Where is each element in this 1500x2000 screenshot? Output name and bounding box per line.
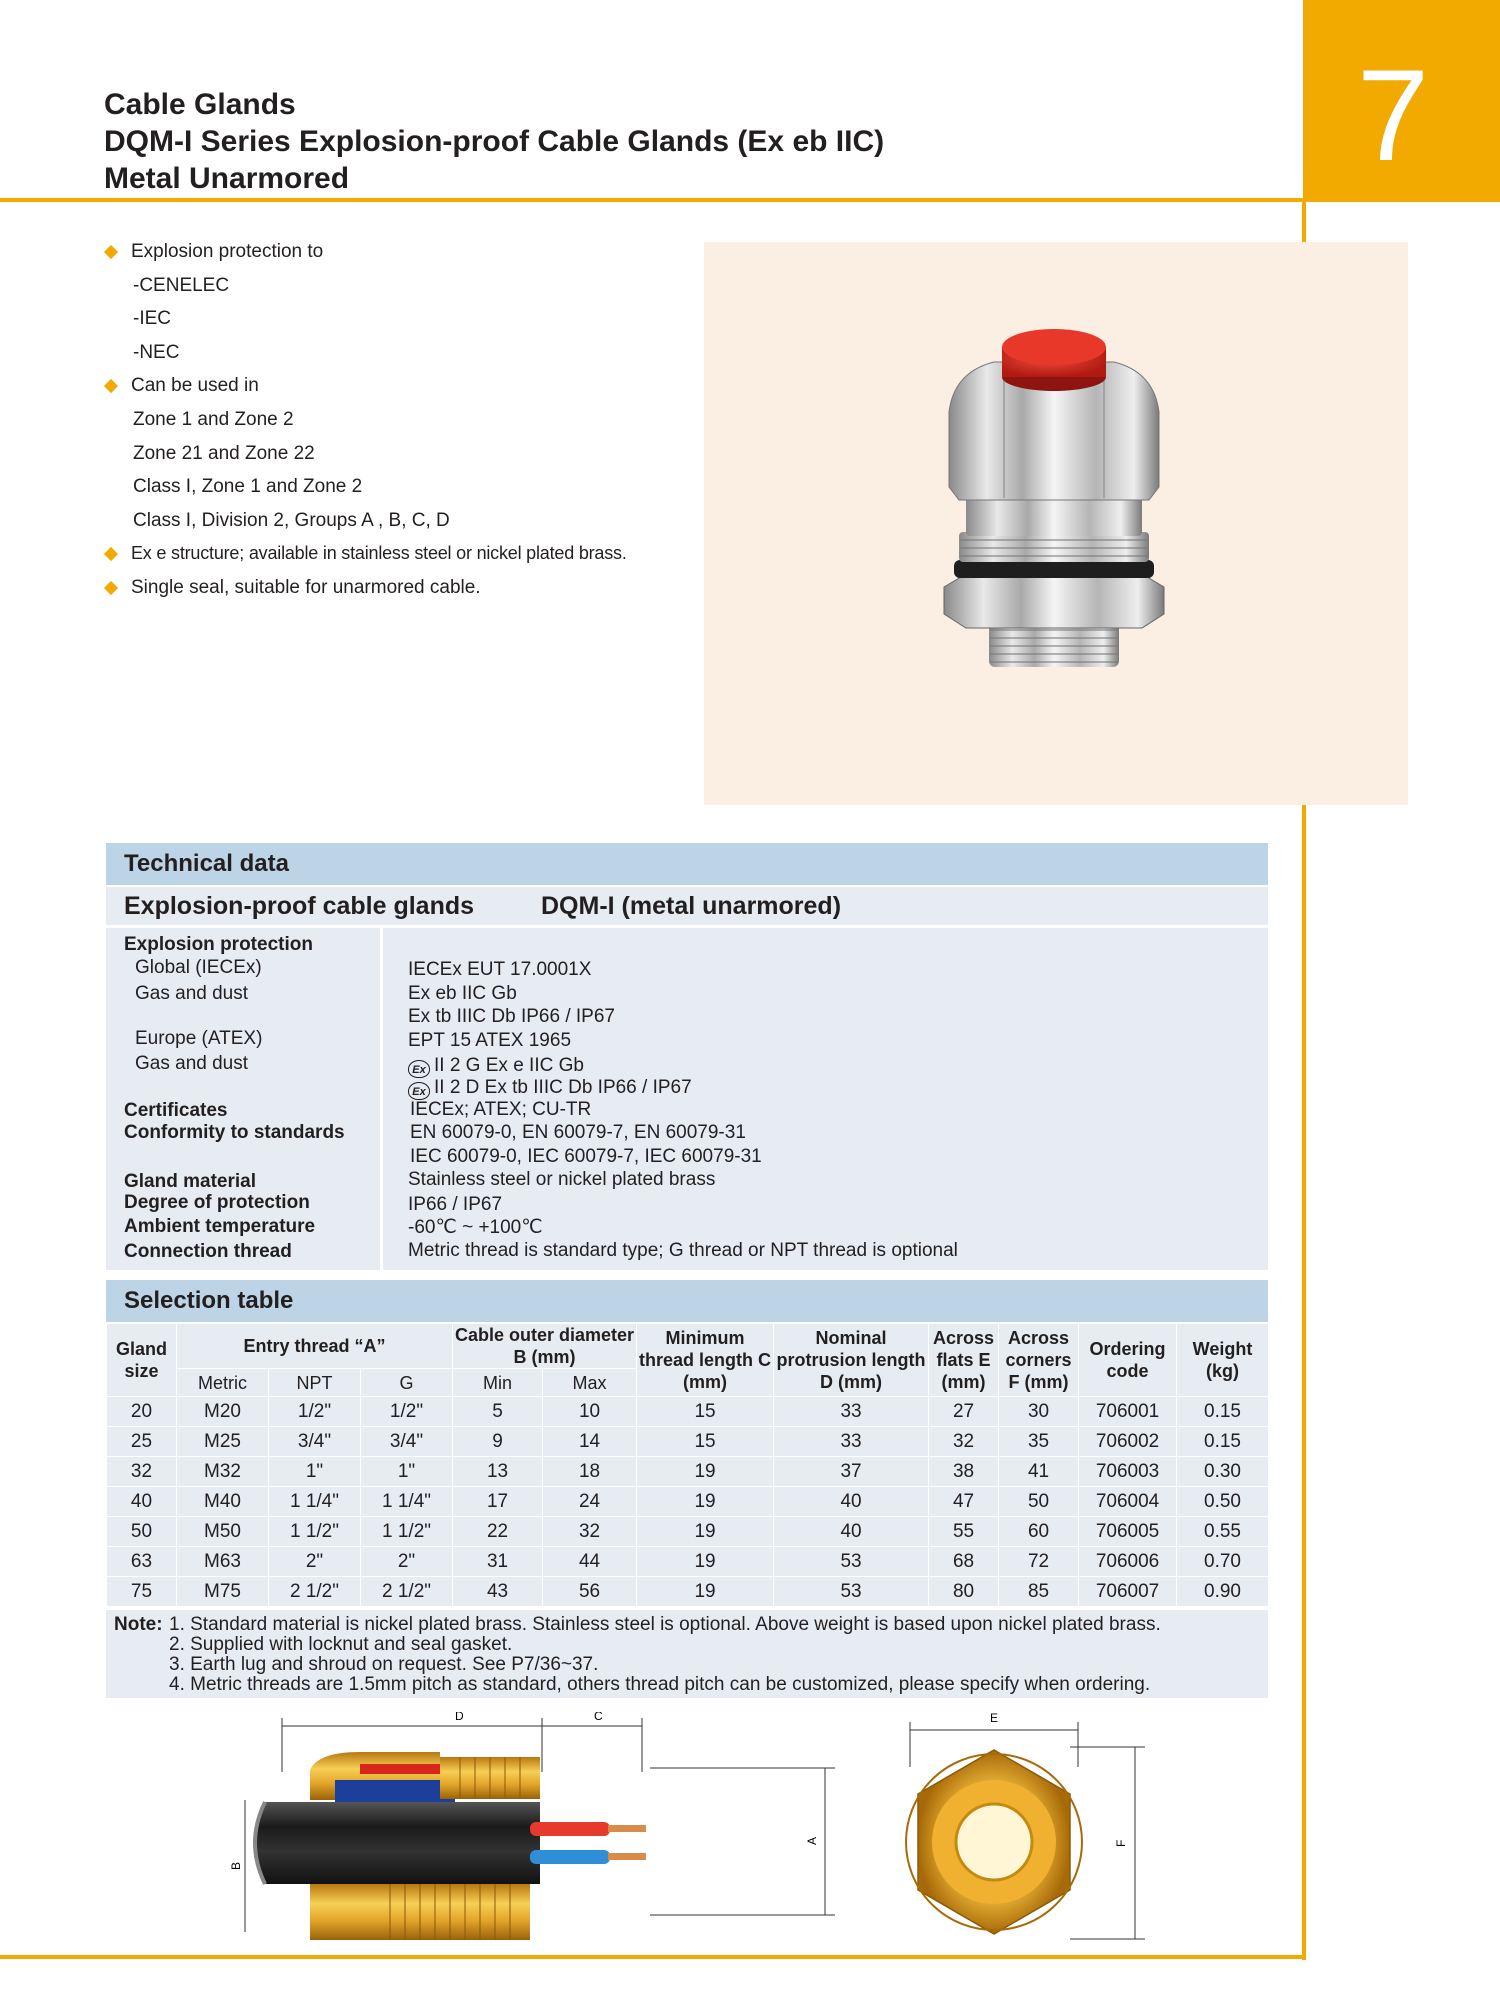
header-across-corners: Across corners F (mm) bbox=[999, 1324, 1079, 1397]
dim-label-e: E bbox=[990, 1712, 999, 1725]
cell-cable-max: 18 bbox=[543, 1457, 637, 1487]
cell-metric: M75 bbox=[177, 1577, 269, 1607]
cell-cable-max: 24 bbox=[543, 1487, 637, 1517]
cell-weight: 0.55 bbox=[1177, 1517, 1269, 1547]
cell-across-flats: 55 bbox=[929, 1517, 999, 1547]
cell-across-corners: 35 bbox=[999, 1427, 1079, 1457]
cell-across-corners: 85 bbox=[999, 1577, 1079, 1607]
cell-npt: 2" bbox=[269, 1547, 361, 1577]
cell-gland-size: 32 bbox=[107, 1457, 177, 1487]
feature-subitem: Zone 1 and Zone 2 bbox=[133, 408, 294, 430]
label-connection-thread: Connection thread bbox=[124, 1241, 292, 1262]
dim-label-f: F bbox=[1114, 1839, 1128, 1847]
cell-min-thread: 19 bbox=[637, 1517, 774, 1547]
value-iecex-cert: IECEx EUT 17.0001X bbox=[408, 959, 592, 980]
table-row bbox=[107, 1517, 1269, 1547]
subheader-max: Max bbox=[543, 1369, 637, 1397]
cell-g: 1 1/4" bbox=[361, 1487, 453, 1517]
cell-across-flats: 68 bbox=[929, 1547, 999, 1577]
value-connection-thread: Metric thread is standard type; G thread or NPT thread is optional bbox=[408, 1240, 958, 1261]
feature-subitem: -CENELEC bbox=[133, 274, 230, 296]
cell-cable-min: 17 bbox=[453, 1487, 543, 1517]
selection-table-heading: Selection table bbox=[106, 1280, 1268, 1322]
product-model: DQM-I (metal unarmored) bbox=[541, 892, 842, 920]
cell-across-flats: 80 bbox=[929, 1577, 999, 1607]
subheader-npt: NPT bbox=[269, 1369, 361, 1397]
cell-cable-max: 44 bbox=[543, 1547, 637, 1577]
cell-across-corners: 30 bbox=[999, 1397, 1079, 1427]
cell-weight: 0.90 bbox=[1177, 1577, 1269, 1607]
product-type: Explosion-proof cable glands bbox=[124, 892, 475, 920]
cell-protrusion: 37 bbox=[774, 1457, 929, 1487]
label-ambient-temperature: Ambient temperature bbox=[124, 1216, 316, 1237]
value-certificates: IECEx; ATEX; CU-TR bbox=[410, 1099, 592, 1120]
cell-protrusion: 33 bbox=[774, 1397, 929, 1427]
table-row bbox=[107, 1397, 1269, 1427]
header-cable-diameter: Cable outer diameter B (mm) bbox=[453, 1324, 637, 1369]
cell-weight: 0.30 bbox=[1177, 1457, 1269, 1487]
cell-gland-size: 75 bbox=[107, 1577, 177, 1607]
cell-across-corners: 72 bbox=[999, 1547, 1079, 1577]
value-iecex-dust: Ex tb IIIC Db IP66 / IP67 bbox=[408, 1006, 615, 1027]
cell-g: 1" bbox=[361, 1457, 453, 1487]
label-europe: Europe (ATEX) bbox=[135, 1028, 263, 1049]
subheader-g: G bbox=[361, 1369, 453, 1397]
footer-rule bbox=[0, 1955, 1306, 1959]
value-iecex-gas: Ex eb IIC Gb bbox=[408, 983, 517, 1004]
cell-min-thread: 15 bbox=[637, 1397, 774, 1427]
cell-ordering-code: 706005 bbox=[1079, 1517, 1177, 1547]
cell-weight: 0.15 bbox=[1177, 1427, 1269, 1457]
value-degree-protection: IP66 / IP67 bbox=[408, 1194, 503, 1215]
cell-cable-max: 10 bbox=[543, 1397, 637, 1427]
header-entry-thread: Entry thread “A” bbox=[177, 1324, 453, 1369]
value-atex-cert: EPT 15 ATEX 1965 bbox=[408, 1030, 572, 1051]
cell-cable-min: 13 bbox=[453, 1457, 543, 1487]
diamond-bullet-icon bbox=[104, 379, 118, 393]
cell-min-thread: 19 bbox=[637, 1457, 774, 1487]
header-across-flats: Across flats E (mm) bbox=[929, 1324, 999, 1397]
cell-cable-max: 14 bbox=[543, 1427, 637, 1457]
feature-item: Explosion protection to bbox=[104, 235, 704, 269]
title-line-2: DQM-I Series Explosion-proof Cable Glands (Ex eb IIC) bbox=[104, 125, 885, 158]
cell-across-flats: 47 bbox=[929, 1487, 999, 1517]
cell-min-thread: 15 bbox=[637, 1427, 774, 1457]
cell-across-corners: 50 bbox=[999, 1487, 1079, 1517]
chapter-number: 7 bbox=[1356, 42, 1430, 188]
table-body bbox=[107, 1397, 1269, 1607]
table-row bbox=[107, 1547, 1269, 1577]
cable-gland-image bbox=[704, 242, 1408, 805]
page-title bbox=[104, 86, 884, 197]
cell-protrusion: 53 bbox=[774, 1577, 929, 1607]
value-standards-en: EN 60079-0, EN 60079-7, EN 60079-31 bbox=[410, 1122, 746, 1143]
diamond-bullet-icon bbox=[104, 581, 118, 595]
header-gland-size: Gland size bbox=[107, 1324, 177, 1397]
dimension-drawings bbox=[210, 1712, 1170, 1947]
feature-subitem: -IEC bbox=[133, 308, 171, 330]
cell-ordering-code: 706001 bbox=[1079, 1397, 1177, 1427]
header-weight: Weight (kg) bbox=[1177, 1324, 1269, 1397]
label-certificates: Certificates bbox=[124, 1100, 228, 1121]
dim-label-a: A bbox=[805, 1836, 819, 1845]
header-min-thread: Minimum thread length C (mm) bbox=[637, 1324, 774, 1397]
table-row bbox=[107, 1487, 1269, 1517]
cell-min-thread: 19 bbox=[637, 1487, 774, 1517]
cell-across-flats: 38 bbox=[929, 1457, 999, 1487]
header-protrusion: Nominal protrusion length D (mm) bbox=[774, 1324, 929, 1397]
cell-gland-size: 63 bbox=[107, 1547, 177, 1577]
cell-protrusion: 40 bbox=[774, 1487, 929, 1517]
cell-cable-min: 9 bbox=[453, 1427, 543, 1457]
technical-data-heading: Technical data bbox=[106, 843, 1268, 885]
label-conformity: Conformity to standards bbox=[124, 1122, 345, 1143]
subheader-min: Min bbox=[453, 1369, 543, 1397]
diamond-bullet-icon bbox=[104, 547, 118, 561]
cell-g: 2" bbox=[361, 1547, 453, 1577]
cell-npt: 1 1/4" bbox=[269, 1487, 361, 1517]
table-row bbox=[107, 1427, 1269, 1457]
cell-cable-min: 31 bbox=[453, 1547, 543, 1577]
notes-label: Note: bbox=[114, 1614, 163, 1635]
label-degree-protection: Degree of protection bbox=[124, 1192, 310, 1213]
label-gas-dust: Gas and dust bbox=[135, 1053, 249, 1074]
cell-protrusion: 33 bbox=[774, 1427, 929, 1457]
cell-gland-size: 20 bbox=[107, 1397, 177, 1427]
feature-subitem: Zone 21 and Zone 22 bbox=[133, 442, 315, 464]
cell-weight: 0.70 bbox=[1177, 1547, 1269, 1577]
side-section-drawing bbox=[229, 1712, 835, 1940]
table-row bbox=[107, 1577, 1269, 1607]
cell-protrusion: 53 bbox=[774, 1547, 929, 1577]
ex-mark-icon: Ex bbox=[408, 1082, 430, 1100]
value-atex-dust: Ex II 2 D Ex tb IIIC Db IP66 / IP67 bbox=[408, 1077, 692, 1100]
value-atex-gas: Ex II 2 G Ex e IIC Gb bbox=[408, 1055, 584, 1078]
feature-subitem: -NEC bbox=[133, 341, 180, 363]
feature-list bbox=[104, 235, 704, 605]
cell-ordering-code: 706002 bbox=[1079, 1427, 1177, 1457]
end-view-drawing bbox=[906, 1712, 1145, 1939]
subheader-metric: Metric bbox=[177, 1369, 269, 1397]
cell-metric: M50 bbox=[177, 1517, 269, 1547]
cell-gland-size: 40 bbox=[107, 1487, 177, 1517]
header-rule bbox=[0, 198, 1303, 202]
label-gland-material: Gland material bbox=[124, 1171, 256, 1192]
cell-npt: 1 1/2" bbox=[269, 1517, 361, 1547]
title-line-1: Cable Glands bbox=[104, 88, 296, 121]
cell-weight: 0.50 bbox=[1177, 1487, 1269, 1517]
product-photo bbox=[704, 242, 1408, 805]
feature-item: Single seal, suitable for unarmored cable. bbox=[104, 571, 704, 605]
value-gland-material: Stainless steel or nickel plated brass bbox=[408, 1169, 716, 1190]
note-item: 2. Supplied with locknut and seal gasket. bbox=[169, 1634, 513, 1655]
cell-across-corners: 41 bbox=[999, 1457, 1079, 1487]
cell-gland-size: 25 bbox=[107, 1427, 177, 1457]
note-item: 4. Metric threads are 1.5mm pitch as standard, others thread pitch can be customized, please specify when ordering. bbox=[169, 1674, 1151, 1695]
dim-label-b: B bbox=[229, 1861, 243, 1870]
cell-npt: 1" bbox=[269, 1457, 361, 1487]
cell-min-thread: 19 bbox=[637, 1547, 774, 1577]
cell-ordering-code: 706004 bbox=[1079, 1487, 1177, 1517]
cell-g: 2 1/2" bbox=[361, 1577, 453, 1607]
cell-metric: M63 bbox=[177, 1547, 269, 1577]
feature-item: Can be used in bbox=[104, 369, 704, 403]
cell-metric: M25 bbox=[177, 1427, 269, 1457]
feature-item: Ex e structure; available in stainless steel or nickel plated brass. bbox=[104, 537, 704, 571]
label-gas-dust: Gas and dust bbox=[135, 983, 249, 1004]
selection-table bbox=[106, 1323, 1269, 1607]
dim-label-d: D bbox=[455, 1712, 464, 1723]
cell-protrusion: 40 bbox=[774, 1517, 929, 1547]
cell-cable-min: 22 bbox=[453, 1517, 543, 1547]
cell-g: 1 1/2" bbox=[361, 1517, 453, 1547]
table-header-row bbox=[107, 1324, 1269, 1369]
cell-weight: 0.15 bbox=[1177, 1397, 1269, 1427]
value-ambient-temperature: -60℃ ~ +100℃ bbox=[408, 1217, 543, 1238]
cell-npt: 2 1/2" bbox=[269, 1577, 361, 1607]
label-global: Global (IECEx) bbox=[135, 957, 262, 978]
cell-g: 3/4" bbox=[361, 1427, 453, 1457]
technical-data-subheading bbox=[106, 887, 1268, 925]
feature-subitem: Class I, Division 2, Groups A , B, C, D bbox=[133, 509, 450, 531]
diamond-bullet-icon bbox=[104, 245, 118, 259]
dim-label-c: C bbox=[594, 1712, 603, 1723]
column-divider bbox=[380, 928, 383, 1270]
cell-npt: 3/4" bbox=[269, 1427, 361, 1457]
cell-ordering-code: 706007 bbox=[1079, 1577, 1177, 1607]
cell-npt: 1/2" bbox=[269, 1397, 361, 1427]
cell-metric: M20 bbox=[177, 1397, 269, 1427]
cell-cable-max: 32 bbox=[543, 1517, 637, 1547]
cell-gland-size: 50 bbox=[107, 1517, 177, 1547]
value-standards-iec: IEC 60079-0, IEC 60079-7, IEC 60079-31 bbox=[410, 1146, 762, 1167]
cell-g: 1/2" bbox=[361, 1397, 453, 1427]
note-item: 3. Earth lug and shroud on request. See P7/36~37. bbox=[169, 1654, 599, 1675]
cell-cable-min: 5 bbox=[453, 1397, 543, 1427]
ex-mark-icon: Ex bbox=[408, 1060, 430, 1078]
note-item: 1. Standard material is nickel plated brass. Stainless steel is optional. Above weight is based upon nickel plated brass. bbox=[169, 1614, 1161, 1635]
cell-across-flats: 27 bbox=[929, 1397, 999, 1427]
table-row bbox=[107, 1457, 1269, 1487]
cell-metric: M32 bbox=[177, 1457, 269, 1487]
title-line-3: Metal Unarmored bbox=[104, 162, 350, 195]
cell-across-corners: 60 bbox=[999, 1517, 1079, 1547]
header-ordering-code: Ordering code bbox=[1079, 1324, 1177, 1397]
cell-min-thread: 19 bbox=[637, 1577, 774, 1607]
notes-block bbox=[106, 1610, 1268, 1698]
cell-across-flats: 32 bbox=[929, 1427, 999, 1457]
cell-metric: M40 bbox=[177, 1487, 269, 1517]
label-explosion-protection: Explosion protection bbox=[124, 934, 313, 955]
cell-ordering-code: 706003 bbox=[1079, 1457, 1177, 1487]
cell-ordering-code: 706006 bbox=[1079, 1547, 1177, 1577]
cell-cable-min: 43 bbox=[453, 1577, 543, 1607]
cell-cable-max: 56 bbox=[543, 1577, 637, 1607]
feature-subitem: Class I, Zone 1 and Zone 2 bbox=[133, 476, 363, 498]
